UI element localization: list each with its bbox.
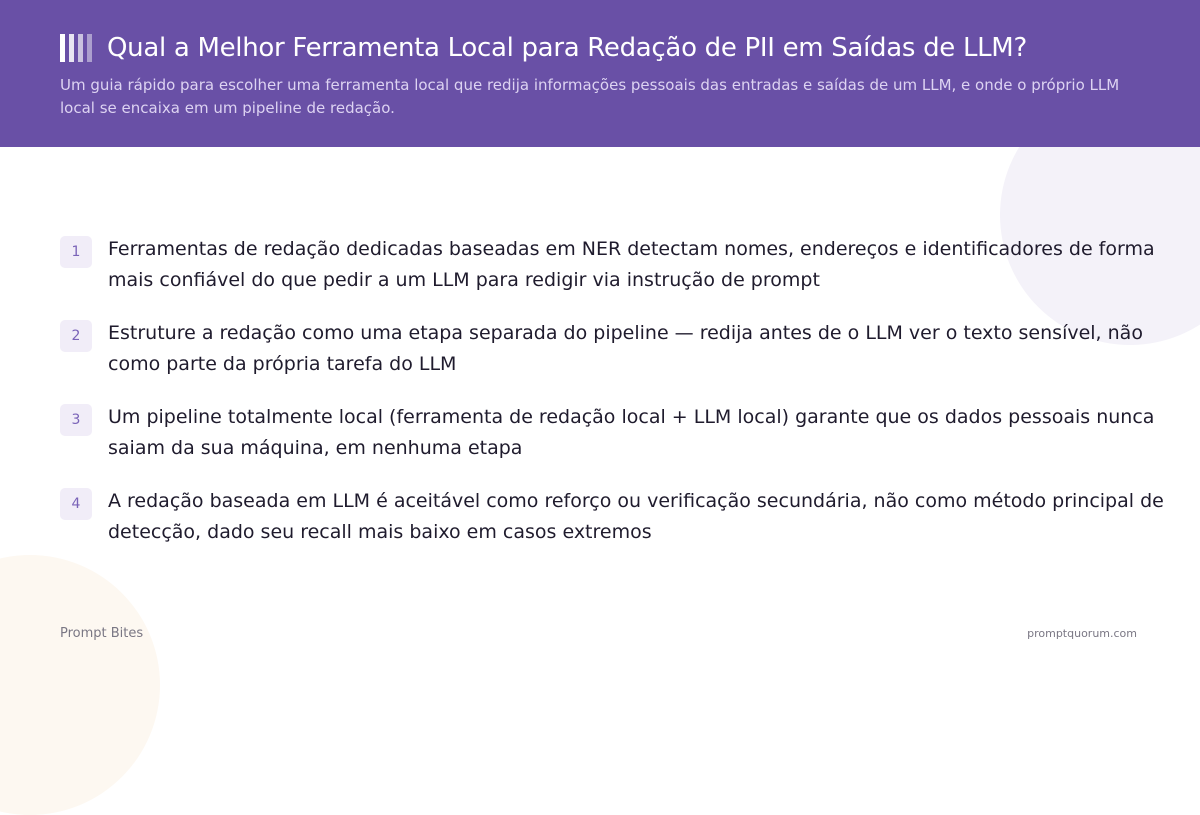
list-item: [60, 318, 1170, 402]
point-text: A redação baseada em LLM é aceitável como reforço ou verificação secundária, não como método principal de detecção, dado seu recall mais baixo em casos extremos: [108, 490, 1164, 543]
brand-bar: [60, 34, 65, 62]
brand-bar: [78, 34, 83, 62]
key-points-list: [60, 234, 1170, 570]
point-text: Ferramentas de redação dedicadas baseadas em NER detectam nomes, endereços e identificadores de forma mais confiável do que pedir a um LLM para redigir via instrução de prompt: [108, 238, 1155, 291]
decorative-circle-bottom: [0, 555, 160, 815]
footer-url[interactable]: promptquorum.com: [1027, 627, 1137, 640]
brand-bar: [87, 34, 92, 62]
point-number-badge: 3: [60, 404, 92, 436]
list-item: [60, 402, 1170, 486]
point-number-badge: 2: [60, 320, 92, 352]
point-text: Um pipeline totalmente local (ferramenta de redação local + LLM local) garante que os dados pessoais nunca saiam da sua máquina, em nenhuma etapa: [108, 406, 1155, 459]
page-title: Qual a Melhor Ferramenta Local para Redação de PII em Saídas de LLM?: [107, 33, 1027, 63]
header-banner: [0, 0, 1200, 147]
list-item: [60, 234, 1170, 318]
point-text: Estruture a redação como uma etapa separada do pipeline — redija antes de o LLM ver o texto sensível, não como parte da própria tarefa do LLM: [108, 322, 1143, 375]
page-subtitle: Um guia rápido para escolher uma ferramenta local que redija informações pessoais das entradas e saídas de um LLM, e onde o próprio LLM local se encaixa em um pipeline de redação.: [60, 76, 1120, 117]
brand-bar: [69, 34, 74, 62]
point-number-badge: 4: [60, 488, 92, 520]
brand-bars-icon: [60, 34, 94, 62]
list-item: [60, 486, 1170, 570]
point-number-badge: 1: [60, 236, 92, 268]
footer-brand: Prompt Bites: [60, 626, 144, 641]
